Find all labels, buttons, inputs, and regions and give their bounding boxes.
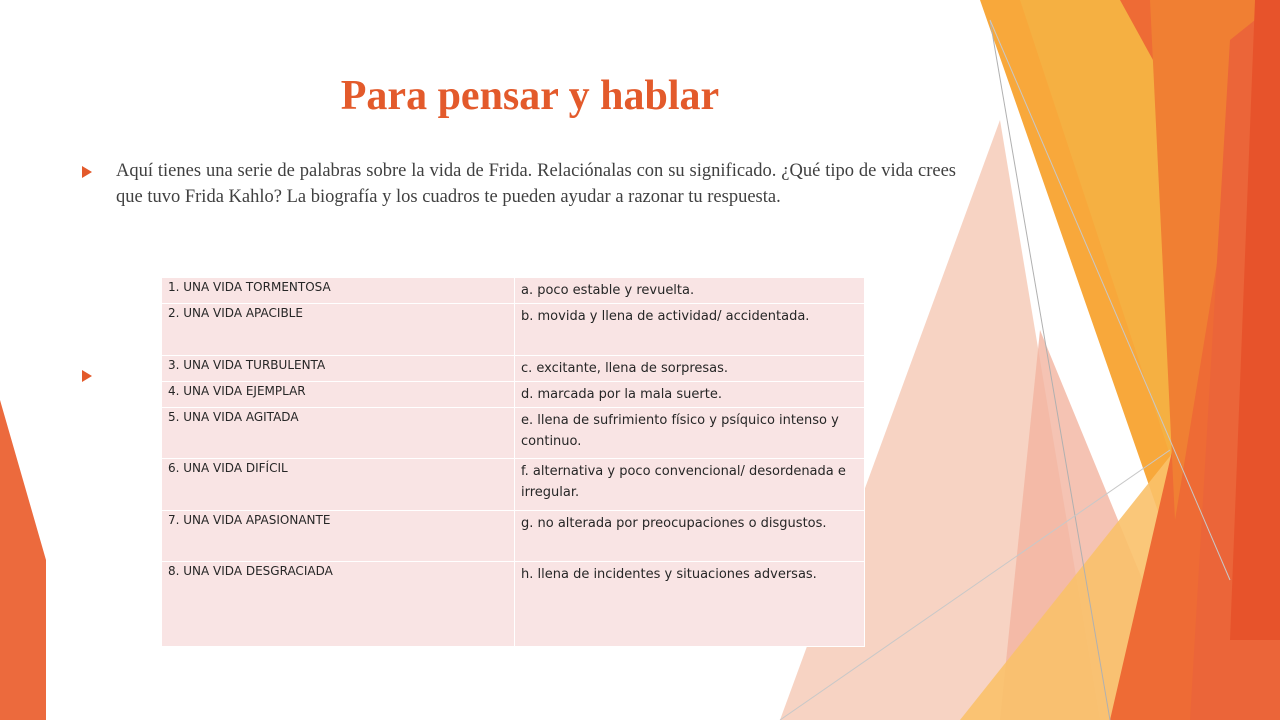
bullet-arrow-icon — [82, 166, 92, 178]
term-cell: 8. UNA VIDA DESGRACIADA — [162, 562, 515, 647]
definition-cell: a. poco estable y revuelta. — [515, 278, 865, 304]
definition-cell: h. llena de incidentes y situaciones adversas. — [515, 562, 865, 647]
definition-cell: f. alternativa y poco convencional/ desordenada e irregular. — [515, 459, 865, 511]
slide-title: Para pensar y hablar — [340, 73, 720, 119]
table-row — [162, 278, 865, 304]
table-row — [162, 459, 865, 511]
definition-cell: g. no alterada por preocupaciones o disgustos. — [515, 511, 865, 562]
table-row — [162, 382, 865, 408]
term-cell: 5. UNA VIDA AGITADA — [162, 408, 515, 459]
table-row — [162, 356, 865, 382]
table-row — [162, 511, 865, 562]
definition-cell: b. movida y llena de actividad/ accidentada. — [515, 304, 865, 356]
definition-cell: d. marcada por la mala suerte. — [515, 382, 865, 408]
left-orange-wedge — [0, 400, 46, 720]
term-cell: 6. UNA VIDA DIFÍCIL — [162, 459, 515, 511]
term-cell: 2. UNA VIDA APACIBLE — [162, 304, 515, 356]
term-cell: 4. UNA VIDA EJEMPLAR — [162, 382, 515, 408]
definition-cell: e. llena de sufrimiento físico y psíquico intenso y continuo. — [515, 408, 865, 459]
intro-paragraph: Aquí tienes una serie de palabras sobre la vida de Frida. Relaciónalas con su significado. ¿Qué tipo de vida crees que tuvo Frida Kahlo? La biografía y los cuadros te pueden ayudar a razonar tu respuesta. — [116, 161, 956, 207]
definition-cell: c. excitante, llena de sorpresas. — [515, 356, 865, 382]
vocabulary-match-table — [161, 277, 865, 647]
term-cell: 1. UNA VIDA TORMENTOSA — [162, 278, 515, 304]
term-cell: 3. UNA VIDA TURBULENTA — [162, 356, 515, 382]
table-row — [162, 304, 865, 356]
bullet-arrow-icon — [82, 370, 92, 382]
table-row — [162, 408, 865, 459]
term-cell: 7. UNA VIDA APASIONANTE — [162, 511, 515, 562]
table-row — [162, 562, 865, 647]
